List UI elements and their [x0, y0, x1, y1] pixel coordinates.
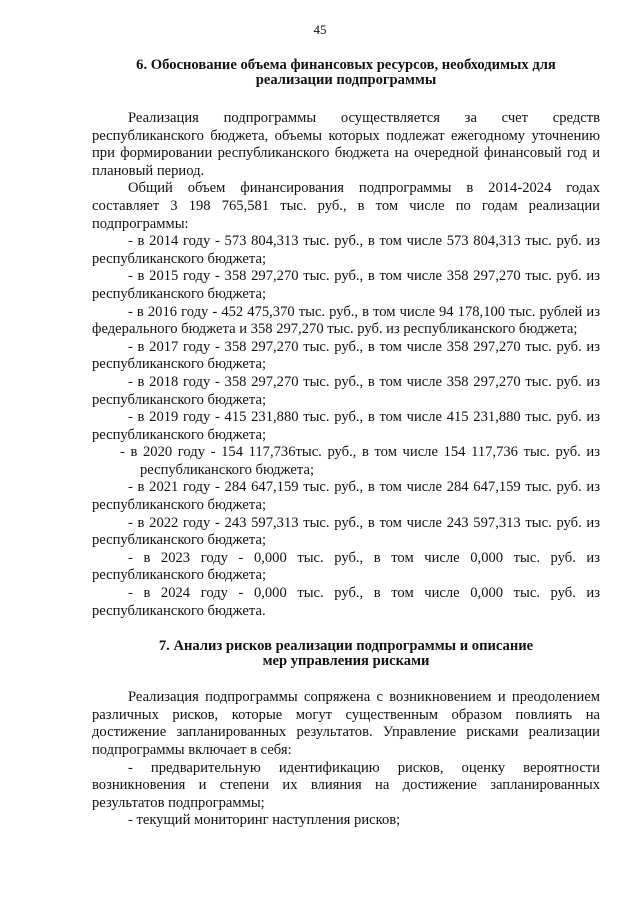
funding-item-2020: - в 2020 году - 154 117,736тыс. руб., в том числе 154 117,736 тыс. руб. из республиканского бюджета; — [120, 444, 600, 478]
page-number: 45 — [313, 22, 327, 37]
risk-item-monitoring: - текущий мониторинг наступления рисков; — [128, 812, 401, 829]
section-6-heading-line2: реализации подпрограммы — [255, 72, 437, 88]
document-body — [92, 58, 600, 830]
section-7-intro-paragraph: Реализация подпрограммы сопряжена с возникновением и преодолением различных рисков, которые могут существенным образом повлиять на достижение запланированных результатов. Управление рисками реализации подпрограммы включает в себя: — [92, 689, 600, 758]
section-6-heading — [92, 58, 600, 88]
funding-item-2024: - в 2024 году - 0,000 тыс. руб., в том числе 0,000 тыс. руб. из республиканского бюджета. — [92, 585, 600, 619]
funding-item-2014: - в 2014 году - 573 804,313 тыс. руб., в том числе 573 804,313 тыс. руб. из республиканского бюджета; — [92, 233, 600, 267]
section-7-heading-line1: 7. Анализ рисков реализации подпрограммы и описание — [158, 638, 534, 655]
section-7-heading-line2: мер управления рисками — [262, 653, 430, 670]
funding-item-2016: - в 2016 году - 452 475,370 тыс. руб., в том числе 94 178,100 тыс. рублей из федерального бюджета и 358 297,270 тыс. руб. из республиканского бюджета; — [92, 303, 600, 338]
section-7-heading — [92, 639, 600, 669]
section-6-heading-line1: 6. Обоснование объема финансовых ресурсов, необходимых для — [136, 57, 556, 73]
funding-item-2017: - в 2017 году - 358 297,270 тыс. руб., в том числе 358 297,270 тыс. руб. из республиканского бюджета; — [92, 338, 600, 373]
funding-item-2021: - в 2021 году - 284 647,159 тыс. руб., в том числе 284 647,159 тыс. руб. из республиканского бюджета; — [92, 479, 600, 514]
risk-item-identification: - предварительную идентификацию рисков, оценку вероятности возникновения и степени их влияния на достижение запланированных результатов подпрограммы; — [92, 759, 600, 811]
funding-item-2023: - в 2023 году - 0,000 тыс. руб., в том числе 0,000 тыс. руб. из республиканского бюджета; — [92, 549, 600, 584]
funding-item-2015: - в 2015 году - 358 297,270 тыс. руб., в том числе 358 297,270 тыс. руб. из республиканского бюджета; — [92, 268, 600, 302]
section-6-total-paragraph: Общий объем финансирования подпрограммы в 2014-2024 годах составляет 3 198 765,581 тыс. руб., в том числе по годам реализации подпрограммы: — [92, 180, 600, 232]
funding-item-2022: - в 2022 году - 243 597,313 тыс. руб., в том числе 243 597,313 тыс. руб. из республиканского бюджета; — [92, 514, 600, 549]
funding-item-2018: - в 2018 году - 358 297,270 тыс. руб., в том числе 358 297,270 тыс. руб. из республиканского бюджета; — [92, 373, 600, 408]
funding-item-2019: - в 2019 году - 415 231,880 тыс. руб., в том числе 415 231,880 тыс. руб. из республиканского бюджета; — [92, 409, 600, 443]
section-6-intro-paragraph: Реализация подпрограммы осуществляется за счет средств республиканского бюджета, объемы которых подлежат ежегодному уточнению при формировании республиканского бюджета на очередной финансовый год и плановый период. — [92, 110, 600, 179]
